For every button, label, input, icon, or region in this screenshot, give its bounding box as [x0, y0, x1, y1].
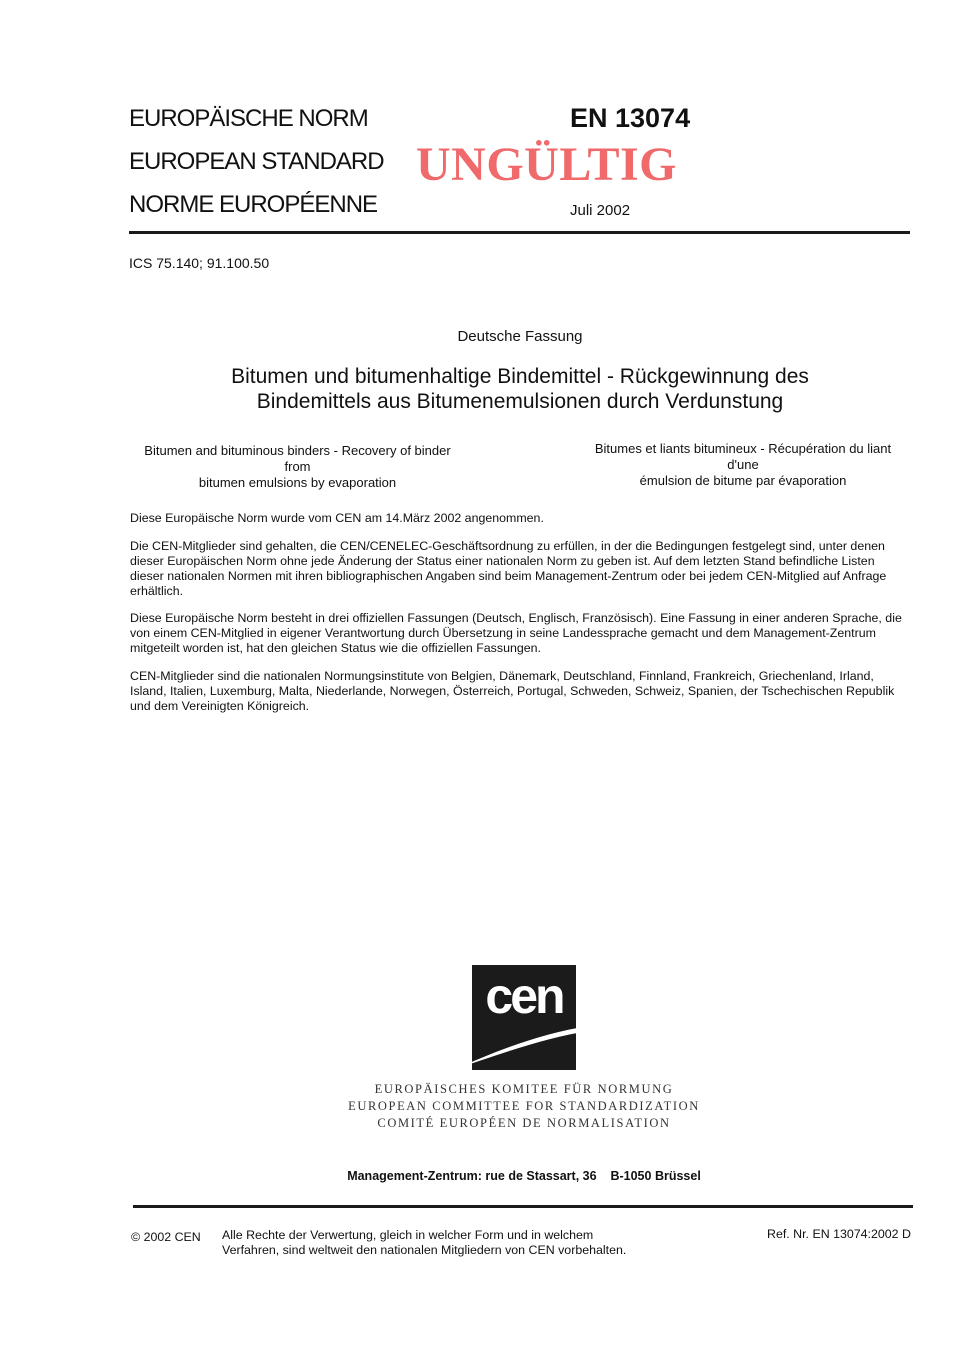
document-title-de-line2: Bindemittels aus Bitumenemulsionen durch Verdunstung	[256, 390, 784, 413]
paragraph-obligations: Die CEN-Mitglieder sind gehalten, die CEN/CENELEC-Geschäftsordnung zu erfüllen, in der die Bedingungen festgelegt sind, unter denen dieser Europäischen Norm ohne jede Änderung der Status einer nationalen Norm zu geben ist. Auf dem letzten Stand befindliche Listen dieser nationalen Normen mit ihren bibliographischen Angaben sind beim Management-Zentrum oder bei jedem CEN-Mitglied auf Anfrage erhältlich.	[130, 539, 887, 598]
paragraph-adoption: Diese Europäische Norm wurde vom CEN am 14.März 2002 angenommen.	[130, 511, 544, 525]
committee-name-fr: COMITÉ EUROPÉEN DE NORMALISATION	[377, 1116, 671, 1130]
norm-title-de: EUROPÄISCHE NORM	[129, 105, 368, 132]
paragraph-members: CEN-Mitglieder sind die nationalen Normungsinstitute von Belgien, Dänemark, Deutschland, Finnland, Frankreich, Griechenland, Irland, Island, Italien, Luxemburg, Malta, Niederlande, Norwegen, Österreich, Portugal, Schweden, Schweiz, Spanien, der Tschechischen Republik und dem Vereinigten Königreich.	[130, 669, 895, 713]
committee-names	[340, 1081, 708, 1132]
paragraph-versions: Diese Europäische Norm besteht in drei offiziellen Fassungen (Deutsch, Englisch, Französisch). Eine Fassung in einer anderen Sprache, die von einem CEN-Mitglied in eigener Verantwortung durch Übersetzung in seine Landessprache gemacht und dem Management-Zentrum mitgeteilt worden ist, hat den gleichen Status wie die offiziellen Fassungen.	[130, 611, 902, 655]
committee-name-en: EUROPEAN COMMITTEE FOR STANDARDIZATION	[348, 1099, 700, 1113]
management-label: Management-Zentrum: rue de Stassart, 36	[347, 1169, 597, 1183]
cen-logo-icon	[458, 965, 589, 1070]
document-title-fr-line2: émulsion de bitume par évaporation	[639, 473, 847, 488]
norm-title-en: EUROPEAN STANDARD	[129, 148, 384, 175]
invalid-stamp: UNGÜLTIG	[416, 138, 677, 191]
standard-number: EN 13074	[570, 103, 691, 133]
committee-name-de: EUROPÄISCHES KOMITEE FÜR NORMUNG	[374, 1082, 674, 1096]
version-label: Deutsche Fassung	[457, 328, 583, 345]
header-divider	[129, 231, 910, 234]
management-address	[0, 1169, 970, 1183]
cen-logo-text: cen	[485, 968, 563, 1024]
rights-notice-line1: Alle Rechte der Verwertung, gleich in welcher Form und in welchem	[222, 1228, 594, 1242]
rights-notice-line2: Verfahren, sind weltweit den nationalen Mitgliedern von CEN vorbehalten.	[222, 1243, 627, 1257]
ics-code: ICS 75.140; 91.100.50	[129, 255, 270, 271]
document-title-fr-line1: Bitumes et liants bitumineux - Récupération du liant d'une	[594, 441, 892, 472]
document-title-en-line2: bitumen emulsions by evaporation	[198, 475, 397, 490]
document-title-de	[160, 364, 880, 414]
norm-title-fr: NORME EUROPÉENNE	[129, 191, 378, 218]
copyright: © 2002 CEN	[131, 1230, 201, 1244]
document-title-de-line1: Bitumen und bitumenhaltige Bindemittel - Rückgewinnung des	[231, 365, 809, 388]
reference-number: Ref. Nr. EN 13074:2002 D	[767, 1227, 911, 1241]
footer-divider	[133, 1205, 913, 1208]
management-city: B-1050 Brüssel	[610, 1169, 701, 1183]
document-title-en-line1: Bitumen and bituminous binders - Recovery of binder from	[144, 443, 451, 474]
document-title-fr	[578, 441, 908, 489]
publication-date: Juli 2002	[570, 202, 631, 219]
document-title-en	[130, 443, 465, 491]
rights-notice	[222, 1228, 662, 1258]
